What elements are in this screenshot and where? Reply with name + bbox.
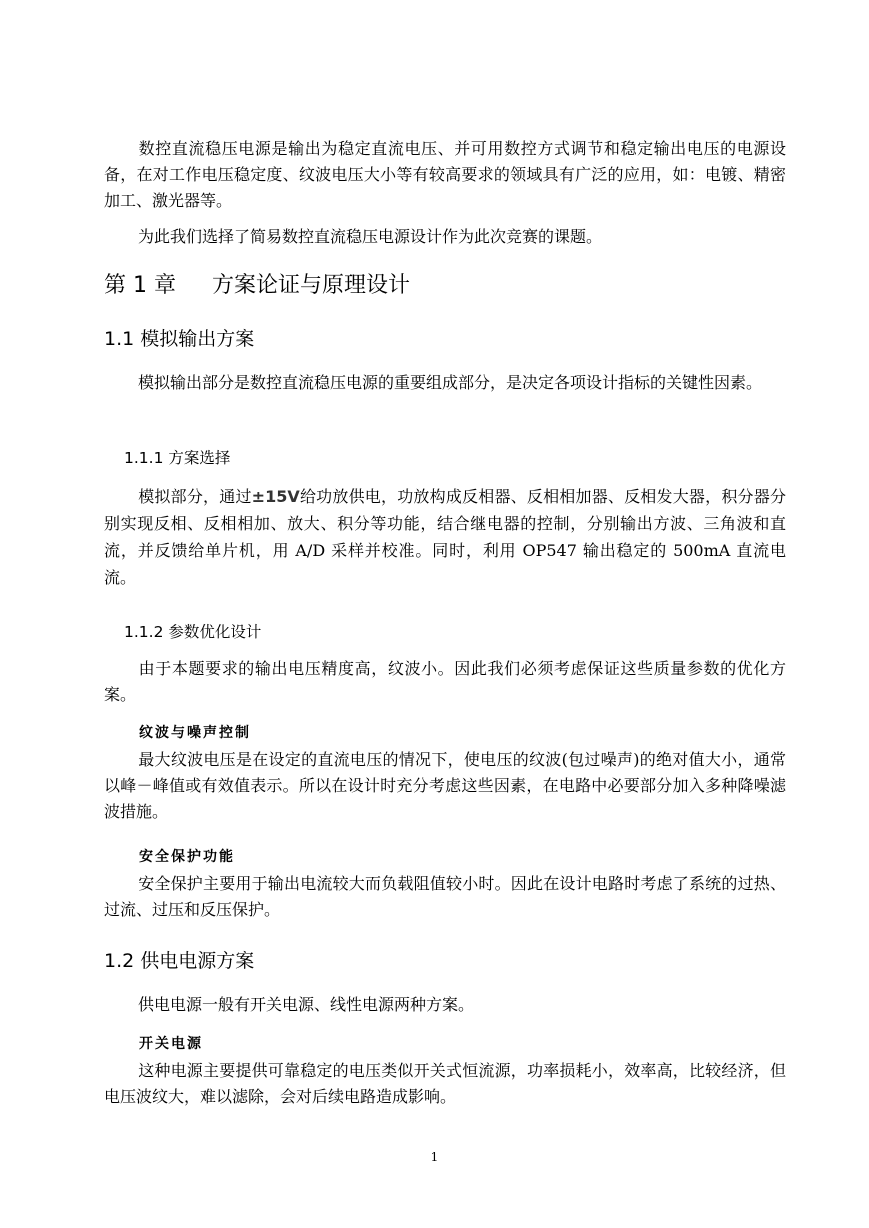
switching-power-paragraph: 这种电源主要提供可靠稳定的电压类似开关式恒流源，功率损耗小，效率高，比较经济，但电压波纹大，难以滤除，会对后续电路造成影响。 (104, 1061, 786, 1106)
section-1-1-2-heading: 1.1.2 参数优化设计 (124, 623, 262, 641)
chapter-heading (104, 268, 410, 299)
safety-protection-paragraph: 安全保护主要用于输出电流较大而负载阻值较小时。因此在设计电路时考虑了系统的过热、过流、过压和反压保护。 (104, 874, 786, 919)
section-1-1-1-heading: 1.1.1 方案选择 (124, 449, 231, 467)
safety-protection-heading: 安全保护功能 (139, 849, 235, 865)
ripple-noise-heading: 纹波与噪声控制 (139, 725, 251, 741)
section-1-1-1-paragraph: 模拟部分，通过±15V给功放供电，功放构成反相器、反相相加器、反相发大器，积分器分别实现反相、反相相加、放大、积分等功能，结合继电器的控制，分别输出方波、三角波和直流，并反馈给单片机，用 A/D 采样并校准。同时，利用 OP547 输出稳定的 500mA 直流电流。 (104, 487, 786, 587)
section-1-1-heading: 1.1 模拟输出方案 (104, 328, 255, 350)
intro-paragraph-2: 为此我们选择了简易数控直流稳压电源设计作为此次竞赛的课题。 (138, 227, 603, 246)
section-1-2-paragraph: 供电电源一般有开关电源、线性电源两种方案。 (138, 995, 475, 1014)
section-1-2-heading: 1.2 供电电源方案 (104, 950, 255, 972)
voltage-value: ±15V (251, 487, 300, 506)
chapter-title: 方案论证与原理设计 (211, 273, 410, 298)
chapter-number: 第 1 章 (104, 273, 176, 298)
switching-power-heading: 开关电源 (139, 1036, 203, 1052)
section-1-1-2-paragraph: 由于本题要求的输出电压精度高，纹波小。因此我们必须考虑保证这些质量参数的优化方案。 (104, 659, 786, 704)
section-1-1-paragraph: 模拟输出部分是数控直流稳压电源的重要组成部分，是决定各项设计指标的关键性因素。 (138, 373, 763, 392)
intro-paragraph-1: 数控直流稳压电源是输出为稳定直流电压、并可用数控方式调节和稳定输出电压的电源设备，在对工作电压稳定度、纹波电压大小等有较高要求的领域具有广泛的应用，如：电镀、精密加工、激光器等。 (104, 139, 786, 210)
page-number: 1 (430, 1150, 439, 1164)
ripple-noise-paragraph: 最大纹波电压是在设定的直流电压的情况下，使电压的纹波(包过噪声)的绝对值大小，通常以峰－峰值或有效值表示。所以在设计时充分考虑这些因素，在电路中必要部分加入多种降噪滤波措施。 (104, 750, 786, 821)
